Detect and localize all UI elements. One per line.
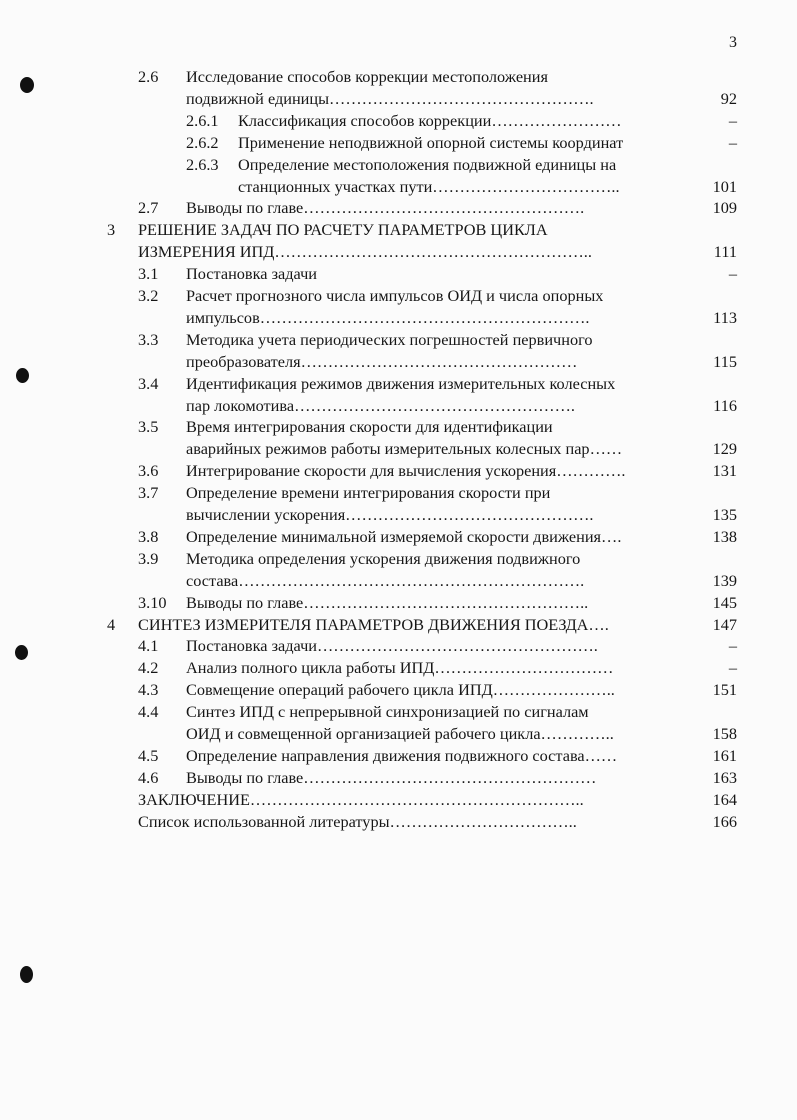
toc-entry-title: Определение местоположения подвижной единицы на xyxy=(238,154,617,174)
toc-entry-title: Интегрирование скорости для вычисления ускорения…………. xyxy=(186,461,626,481)
toc-entry-number: 4.5 xyxy=(138,745,159,765)
toc-entry-title: Определение минимальной измеряемой скорости движения…. xyxy=(186,526,622,546)
toc-entry-title: Расчет прогнозного числа импульсов ОИД и числа опорных xyxy=(186,286,604,305)
toc-entry-number: 3.9 xyxy=(138,548,159,568)
toc-entry-page: 109 xyxy=(712,198,737,218)
toc-entry-title: Анализ полного цикла работы ИПД…………………………… xyxy=(186,658,614,678)
toc-entry-title: Выводы по главе…………………………………………….. xyxy=(186,592,589,612)
toc-entry-page: 131 xyxy=(712,461,737,481)
toc-entry-page: – xyxy=(728,658,737,678)
toc-entry-title: Выводы по главе……………………………………………… xyxy=(186,767,597,787)
toc-entry-number: 2.7 xyxy=(138,198,159,218)
toc-entry-number: 3.3 xyxy=(138,329,159,349)
toc-entry-title: пар локомотива……………………………………………. xyxy=(186,395,575,415)
toc-entry-title: Постановка задачи……………………………………………. xyxy=(186,636,598,656)
toc-entry-page: 92 xyxy=(720,88,737,108)
toc-entry-title: Идентификация режимов движения измерительных колесных xyxy=(186,373,616,393)
toc-entry-title: ОИД и совмещенной организацией рабочего цикла………….. xyxy=(186,724,614,743)
toc-entry-number: 2.6.3 xyxy=(186,154,219,174)
toc-entry-page: 113 xyxy=(713,307,737,327)
toc-entry-title: Выводы по главе……………………………………………. xyxy=(186,198,585,218)
toc-entry-title: аварийных режимов работы измерительных колесных пар…… xyxy=(186,439,623,459)
toc-entry-title: Определение направления движения подвижного состава…… xyxy=(186,745,618,765)
toc-entry-title: состава………………………………………………………. xyxy=(186,570,585,590)
toc-entry-title: Классификация способов коррекции…………………… xyxy=(238,110,622,130)
binding-hole-mark xyxy=(15,645,28,660)
toc-entry-title: преобразователя…………………………………………… xyxy=(186,351,578,371)
toc-entry-page: 129 xyxy=(712,439,737,459)
toc-entry-page: 145 xyxy=(712,592,737,612)
toc-entry-number: 3.2 xyxy=(138,286,159,305)
toc-entry-number: 4.2 xyxy=(138,658,159,678)
toc-entry-page: 116 xyxy=(713,395,737,415)
toc-entry-title: Методика определения ускорения движения подвижного xyxy=(186,548,581,568)
toc-entry-page: 151 xyxy=(712,680,737,700)
toc-entry-number: 3.1 xyxy=(138,264,159,284)
toc-entry-title: СИНТЕЗ ИЗМЕРИТЕЛЯ ПАРАМЕТРОВ ДВИЖЕНИЯ ПОЕЗДА…. xyxy=(138,614,609,634)
toc-entry-page: 111 xyxy=(713,242,737,262)
toc-entry-number: 3.10 xyxy=(138,592,167,612)
toc-entry-page: 101 xyxy=(712,176,737,196)
toc-entry-page: – xyxy=(728,264,737,284)
toc-entry-page: – xyxy=(728,110,737,130)
toc-entry-title: подвижной единицы…………………………………………. xyxy=(186,88,594,108)
toc-entry-number: 4.3 xyxy=(138,680,159,700)
toc-entry-number: 3.8 xyxy=(138,526,159,546)
toc-entry-page: 135 xyxy=(712,505,737,524)
toc-entry-number: 3 xyxy=(107,220,116,240)
toc-entry-number: 4.1 xyxy=(138,636,159,656)
toc-entry-number: 3.5 xyxy=(138,417,159,437)
toc-entry-page: 139 xyxy=(712,570,737,590)
page-number: 3 xyxy=(729,34,737,51)
toc-entry-page: – xyxy=(728,636,737,656)
toc-entry-number: 4.6 xyxy=(138,767,159,787)
toc-entry-title: Синтез ИПД с непрерывной синхронизацией по сигналам xyxy=(186,702,589,722)
toc-entry-title: станционных участках пути…………………………….. xyxy=(238,176,620,196)
toc-entry-title: ИЗМЕРЕНИЯ ИПД………………………………………………….. xyxy=(138,242,592,262)
toc-entry-title: Исследование способов коррекции местоположения xyxy=(186,67,548,86)
toc-entry-page: 166 xyxy=(712,811,737,831)
toc-entry-number: 3.4 xyxy=(138,373,159,393)
toc-entry-title: Определение времени интегрирования скорости при xyxy=(186,483,551,503)
toc-entry-title: Применение неподвижной опорной системы координат xyxy=(238,132,624,152)
toc-entry-number: 3.7 xyxy=(138,483,159,503)
toc-entry-title: импульсов……………………………………………………. xyxy=(186,307,590,327)
toc-entry-number: 4 xyxy=(107,614,116,634)
toc-entry-number: 2.6.2 xyxy=(186,132,219,152)
toc-entry-title: Методика учета периодических погрешностей первичного xyxy=(186,329,593,349)
toc-entry-number: 2.6 xyxy=(138,67,159,86)
toc-entry-page: 147 xyxy=(712,614,737,634)
toc-entry-title: Время интегрирования скорости для идентификации xyxy=(186,417,553,437)
toc-entry-page: 164 xyxy=(712,789,737,809)
toc-entry-number: 4.4 xyxy=(138,702,159,722)
toc-entry-number: 2.6.1 xyxy=(186,110,219,130)
binding-hole-mark xyxy=(16,368,29,383)
binding-hole-mark xyxy=(20,77,34,93)
toc-entry-page: 138 xyxy=(712,526,737,546)
toc-entry-title: РЕШЕНИЕ ЗАДАЧ ПО РАСЧЕТУ ПАРАМЕТРОВ ЦИКЛА xyxy=(138,220,548,240)
toc-entry-title: Постановка задачи xyxy=(186,264,317,284)
toc-entry-title: ЗАКЛЮЧЕНИЕ…………………………………………………….. xyxy=(138,789,584,809)
binding-hole-mark xyxy=(20,966,33,983)
toc-entry-page: 158 xyxy=(712,724,737,743)
toc-entry-title: Список использованной литературы…………………………….. xyxy=(138,811,577,831)
toc-entry-number: 3.6 xyxy=(138,461,159,481)
toc-entry-page: 163 xyxy=(712,767,737,787)
toc-entry-page: 161 xyxy=(712,745,737,765)
toc-entry-page: – xyxy=(728,132,737,152)
toc-entry-title: Совмещение операций рабочего цикла ИПД………………….. xyxy=(186,680,615,700)
toc-entry-page: 115 xyxy=(713,351,737,371)
toc-entry-title: вычислении ускорения………………………………………. xyxy=(186,505,594,524)
